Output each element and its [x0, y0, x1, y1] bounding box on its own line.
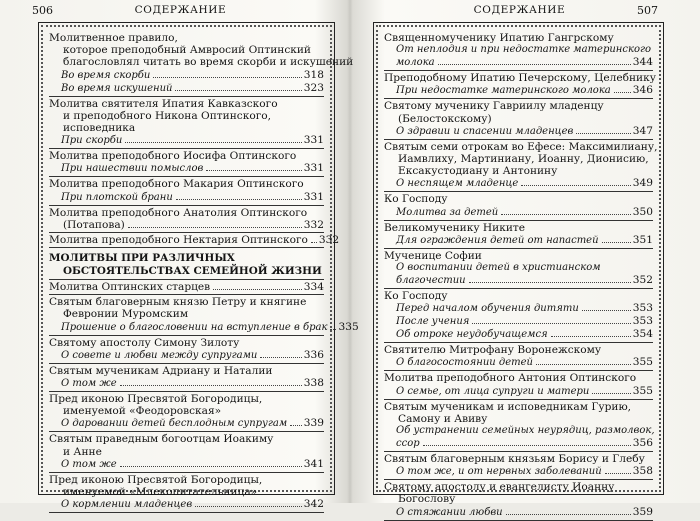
toc-entry: [384, 140, 658, 193]
toc-entry-title: Пред иконою Пресвятой Богородицы,: [49, 473, 263, 486]
right-page-number: 507: [637, 4, 658, 17]
dot-leader: [176, 199, 302, 200]
dot-leader: [290, 425, 302, 426]
toc-subentry: [49, 82, 324, 95]
right-header-title: СОДЕРЖАНИЕ: [473, 4, 566, 16]
toc-item-text: При недостатке материнского молока: [396, 85, 611, 97]
toc-item-text: О том же: [61, 378, 117, 390]
toc-item-text: Прошение о благословении на вступление в брак: [61, 321, 328, 333]
toc-item-text: Для ограждения детей от напастей: [396, 234, 599, 246]
toc-item-text: О кормлении младенцев: [61, 499, 193, 511]
toc-item-text: Молитва преподобного Нектария Оптинского: [49, 234, 308, 247]
toc-entry: [384, 400, 653, 452]
toc-item-text: Во время искушений: [61, 82, 173, 94]
toc-item-text: благочестии: [396, 275, 466, 287]
toc-entry-title: Святым мученикам и исповедникам Гурию,: [384, 400, 632, 413]
left-header: [0, 4, 349, 20]
toc-item-text: ссор: [396, 438, 420, 450]
section-heading-line: ОБСТОЯТЕЛЬСТВАХ СЕМЕЙНОЙ ЖИЗНИ: [63, 264, 322, 277]
toc-entry-title: Преподобному Ипатию Печерскому, Целебнику: [384, 72, 656, 85]
page-number: 341: [303, 457, 324, 470]
toc-item-text: О семье, от лица супруги и матери: [396, 385, 590, 397]
page-number: 339: [303, 417, 324, 430]
toc-entry-title: [49, 281, 324, 293]
page-number: 335: [338, 320, 359, 333]
toc-item-text: При плотской брани: [61, 191, 173, 203]
toc-entry-title: Февронии Муромским: [63, 308, 189, 321]
toc-entry: [49, 432, 324, 472]
toc-subentry: [384, 328, 653, 341]
toc-entry: [384, 452, 653, 480]
toc-subentry: [49, 191, 324, 204]
toc-entry-title: Иамвлиху, Мартиниану, Иоанну, Дионисию,: [398, 153, 649, 166]
toc-subentry: [384, 437, 653, 450]
right-toc-list: [384, 31, 658, 518]
toc-subentry: [384, 177, 653, 190]
left-toc-list: [49, 31, 359, 511]
dot-leader: [260, 357, 301, 358]
page-number: 350: [632, 205, 653, 218]
right-header: [351, 4, 700, 20]
page-number: 331: [303, 190, 324, 203]
toc-entry-title: Святым благоверным князю Петру и княгине: [49, 296, 307, 309]
dot-leader: [423, 445, 631, 446]
dot-leader: [330, 329, 336, 330]
section-heading-line: МОЛИТВЫ ПРИ РАЗЛИЧНЫХ: [49, 252, 235, 265]
toc-entry: [384, 221, 653, 249]
page-number: 338: [303, 377, 324, 390]
toc-item-text: Молитва Оптинских старцев: [49, 281, 211, 294]
page-number: 349: [632, 177, 653, 190]
dot-leader: [311, 242, 317, 243]
toc-entry: [384, 343, 653, 371]
dot-leader: [551, 336, 631, 337]
toc-entry-title: Молитва преподобного Антония Оптинского: [384, 372, 637, 385]
toc-entry-title: Святым праведным богоотцам Иоакиму: [49, 433, 274, 446]
toc-item-text: О даровании детей бесплодным супругам: [61, 418, 288, 430]
dot-leader: [153, 77, 301, 78]
toc-entry: [49, 31, 354, 97]
toc-entry-title: Пред иконою Пресвятой Богородицы,: [49, 393, 263, 406]
toc-subentry: [49, 349, 324, 362]
dot-leader: [120, 466, 302, 467]
toc-entry-title: Молитва преподобного Макария Оптинского: [49, 178, 304, 191]
page-number: 353: [632, 315, 653, 328]
toc-subentry: [49, 162, 324, 175]
page-number: 332: [318, 234, 340, 247]
toc-entry: [49, 233, 340, 248]
toc-item-text: О том же, и от нервных заболеваний: [396, 466, 602, 478]
toc-entry: [49, 392, 324, 432]
dot-leader: [125, 142, 301, 143]
toc-entry-title: Ко Господу: [384, 193, 448, 206]
dot-leader: [602, 242, 631, 243]
toc-subentry: [384, 206, 653, 219]
page-number: 334: [303, 281, 324, 294]
toc-entry-title: и Анне: [63, 445, 102, 458]
toc-entry-title: исповедника: [63, 122, 136, 135]
toc-entry-title: и преподобного Никона Оптинского,: [63, 109, 271, 122]
dot-leader: [506, 514, 631, 515]
dot-leader: [592, 393, 630, 394]
toc-item-text: (Потапова): [63, 218, 125, 231]
toc-subentry: [49, 417, 324, 430]
dot-leader: [521, 185, 630, 186]
toc-item-text: О стяжании любви: [396, 506, 503, 518]
dot-leader: [206, 170, 301, 171]
toc-entry: [384, 192, 653, 220]
toc-subentry: [49, 320, 359, 334]
page-number: 342: [303, 498, 324, 511]
toc-entry-title: Святым мученикам Адриану и Наталии: [49, 364, 273, 377]
toc-item-text: О неспящем младенце: [396, 178, 519, 190]
toc-subentry: От неплодия и при недостатке материнского: [396, 44, 652, 56]
toc-subentry: [384, 274, 653, 287]
dot-leader: [536, 364, 631, 365]
right-ornamental-frame: [373, 22, 664, 518]
toc-item-text: При нашествии помыслов: [61, 163, 204, 175]
page-number: 346: [632, 84, 653, 97]
toc-subentry: [384, 315, 653, 328]
toc-subentry: [49, 69, 324, 82]
page-number: 355: [632, 384, 653, 397]
toc-entry: [384, 31, 653, 71]
toc-entry-title: Великомученику Никите: [384, 221, 526, 234]
dot-leader: [576, 133, 630, 134]
toc-entry: [49, 97, 324, 150]
dot-leader: [501, 214, 631, 215]
dot-leader: [582, 310, 631, 311]
toc-entry-title: (Белостокскому): [398, 112, 492, 125]
dot-leader: [472, 323, 630, 324]
toc-subentry: [49, 134, 324, 147]
toc-item-text: После учения: [396, 316, 470, 328]
toc-entry-title: Святому апостолу и евангелисту Иоанну: [384, 481, 615, 494]
toc-subentry: [49, 458, 324, 471]
section-heading: [49, 248, 324, 280]
toc-entry-title: Святому мученику Гавриилу младенцу: [384, 100, 604, 113]
page-number: 331: [303, 134, 324, 147]
toc-item-text: Молитва за детей: [396, 206, 499, 218]
toc-subentry: [384, 125, 653, 138]
toc-entry-title: именуемой «Млекопитательница»: [63, 486, 258, 499]
toc-subentry: [49, 377, 324, 390]
toc-entry-title: Ко Господу: [384, 290, 448, 303]
toc-entry-title: именуемой «Феодоровская»: [63, 405, 222, 418]
toc-entry-title: Святому апостолу Симону Зилоту: [49, 336, 240, 349]
toc-entry: [49, 177, 324, 205]
toc-item-text: О здравии и спасении младенцев: [396, 125, 574, 137]
dot-leader: [614, 92, 631, 93]
page-number: 344: [632, 56, 653, 69]
toc-entry: [49, 473, 324, 513]
left-header-title: СОДЕРЖАНИЕ: [134, 4, 227, 16]
toc-item-text: молока: [396, 57, 435, 69]
page-number: 347: [632, 124, 653, 137]
toc-subentry: [384, 302, 653, 315]
page-number: 355: [632, 356, 653, 369]
toc-entry: [49, 364, 324, 392]
toc-entry: [49, 149, 324, 177]
toc-item-text: О совете и любви между супругами: [61, 349, 258, 361]
toc-entry: [49, 336, 324, 364]
page-number: 356: [632, 437, 653, 450]
toc-entry: [49, 206, 324, 233]
toc-entry: [384, 99, 653, 139]
page-number: 336: [303, 348, 324, 361]
toc-entry-title: Молитвенное правило,: [49, 32, 178, 44]
toc-item-text: О том же: [61, 458, 117, 470]
right-page: [351, 0, 700, 518]
dot-leader: [438, 64, 631, 65]
toc-entry-title: Священномученику Ипатию Гангрскому: [384, 32, 614, 44]
page-number: 323: [303, 81, 324, 94]
page-number: 353: [632, 302, 653, 315]
toc-subentry: [384, 385, 653, 398]
toc-entry-title: [49, 219, 324, 231]
toc-item-text: О благосостоянии детей: [396, 357, 533, 369]
toc-entry: [384, 371, 653, 399]
toc-entry-title: которое преподобный Амвросий Оптинский: [63, 44, 311, 57]
toc-entry-title: Богослову: [398, 493, 456, 506]
toc-subentry: [384, 465, 653, 478]
page-number: 318: [303, 68, 324, 81]
toc-entry: [49, 295, 359, 335]
toc-subentry: О воспитании детей в христианском: [396, 262, 601, 274]
toc-entry-title: Самону и Авиву: [398, 412, 488, 425]
toc-entry-title: благословлял читать во время скорби и искушений: [63, 56, 354, 69]
dot-leader: [128, 227, 302, 228]
toc-entry-title: [49, 234, 340, 247]
page-number: 354: [632, 328, 653, 341]
toc-subentry: [384, 506, 653, 519]
toc-entry: [384, 289, 653, 343]
toc-item-text: Во время скорби: [61, 69, 151, 81]
toc-entry-title: Святым благоверным князьям Борису и Глебу: [384, 453, 645, 466]
toc-entry: [384, 71, 656, 99]
toc-subentry: [384, 56, 653, 69]
page-number: 352: [632, 274, 653, 287]
toc-entry: [384, 480, 653, 520]
toc-entry-title: Ексакустодиану и Антонину: [398, 165, 558, 178]
page-number: 359: [632, 505, 653, 518]
left-ornamental-frame: [38, 22, 359, 511]
toc-entry-title: Святителю Митрофану Воронежскому: [384, 344, 602, 357]
toc-subentry: [384, 84, 653, 97]
dot-leader: [120, 385, 302, 386]
dot-leader: [605, 473, 631, 474]
dot-leader: [213, 289, 302, 290]
toc-subentry: [384, 356, 653, 369]
toc-item-text: Перед началом обучения дитяти: [396, 303, 579, 315]
dot-leader: [469, 282, 631, 283]
page-number: 331: [303, 162, 324, 175]
toc-subentry: [49, 498, 324, 511]
page-number: 358: [632, 465, 653, 478]
dot-leader: [175, 90, 301, 91]
toc-entry-title: Молитва святителя Ипатия Кавказского: [49, 97, 278, 110]
toc-item-text: При скорби: [61, 135, 123, 147]
toc-item-text: Об отроке неудобучащемся: [396, 329, 548, 341]
toc-entry: [49, 280, 324, 295]
toc-entry-title: Молитва преподобного Анатолия Оптинского: [49, 206, 308, 219]
left-page-number: 506: [32, 4, 53, 17]
dot-leader: [195, 506, 302, 507]
toc-subentry: [384, 234, 653, 247]
toc-entry-title: Молитва преподобного Иосифа Оптинского: [49, 150, 297, 163]
toc-entry-title: Мученице Софии: [384, 249, 482, 262]
toc-entry-title: Святым семи отрокам во Ефесе: Максимилиану,: [384, 140, 658, 153]
page-number: 351: [632, 233, 653, 246]
toc-subentry: Об устранении семейных неурядиц, размолвок,: [396, 425, 655, 437]
toc-entry: [384, 249, 653, 289]
page-number: 332: [303, 218, 324, 231]
